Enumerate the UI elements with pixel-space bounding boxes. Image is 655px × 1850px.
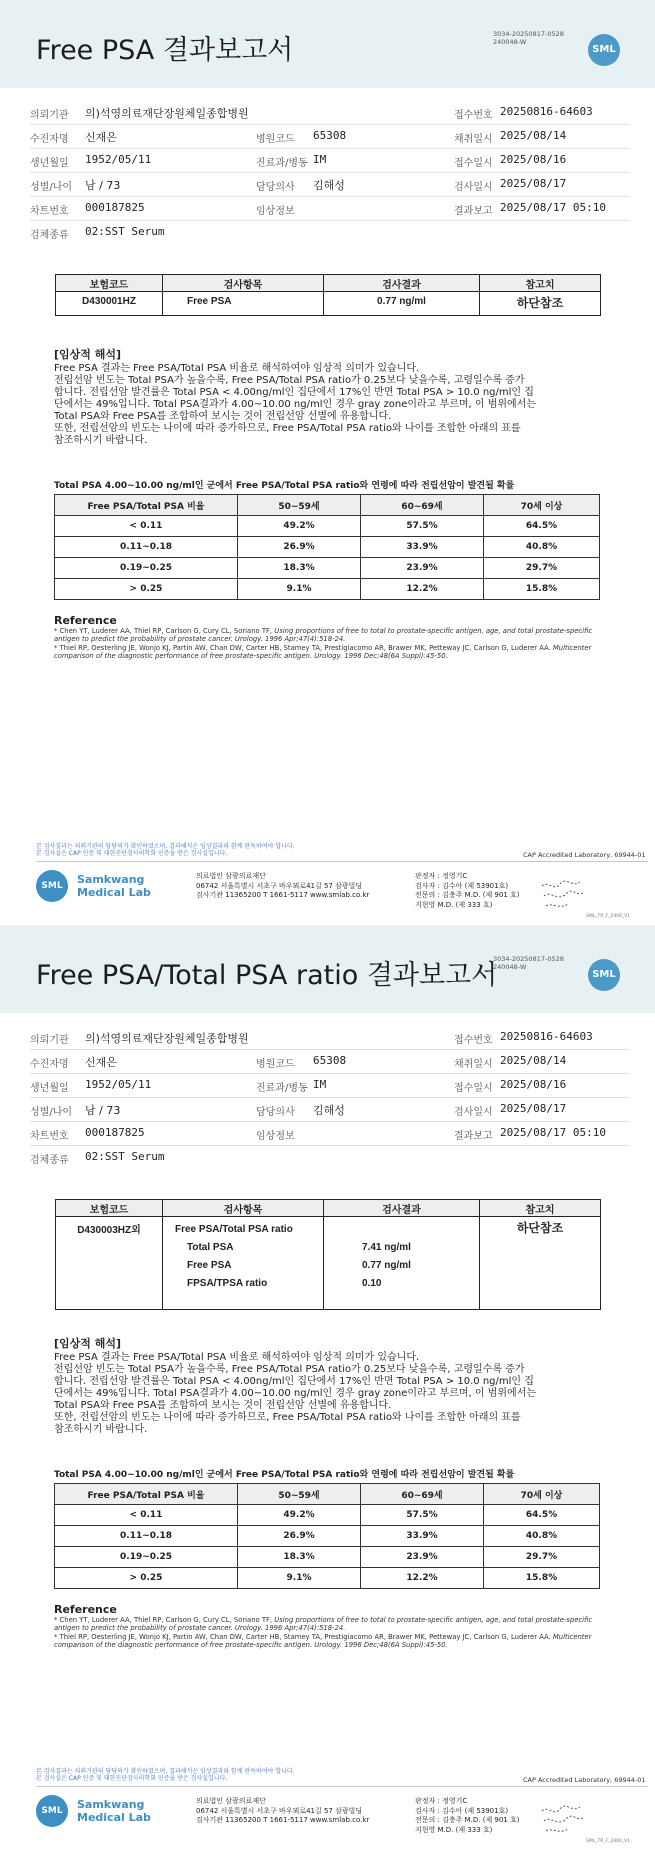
table-row: 0.19~0.25 18.3% 23.9% 29.7% <box>55 558 600 579</box>
ratio-table-title: Total PSA 4.00~10.00 ng/ml인 군에서 Free PSA/Total PSA ratio와 연령에 따라 전립선암이 발견될 확률 <box>54 481 515 491</box>
staff-info: 판정자 : 정영기C 검사자 : 김수아 (제 53901호) 전문의 : 김충주 M.D. (제 901 호) 지현영 M.D. (제 333 호) <box>415 1797 520 1834</box>
signature-icon <box>540 878 586 912</box>
ratio-table: Free PSA/Total PSA 비율 50~59세 60~69세 70세 이상 < 0.11 49.2% 57.5% 64.5% 0.11~0.18 26.9% 33.9% 40.8% 0.19~0.25 18.3% 23.9% 29.7% > 0.25 9.1% 12.2% 15.8% <box>54 494 600 600</box>
sml-logo-icon: SML <box>36 870 68 902</box>
footer-notes: 본 검사결과는 의뢰기관의 담당의가 확인하였으며, 결과해석은 임상결과와 함께 판독하여야 합니다. 본 검사실은 CAP 인증 및 대한진단검사의학회 인증을 받은 검사실입니다. <box>36 843 295 857</box>
info-row: 수진자명 신재은 병원코드 65308 채취일시 2025/08/14 <box>30 125 630 149</box>
result-table: 보험코드 검사항목 검사결과 참고치 D430001HZ Free PSA 0.77 ng/ml 하단참조 <box>55 274 601 316</box>
test-items <box>163 1217 324 1310</box>
table-row: > 0.25 9.1% 12.2% 15.8% <box>55 579 600 600</box>
receipt-value: 20250816-64603 <box>500 105 593 118</box>
institution-info: 의료법인 삼광의료재단 06742 서울특별시 서초구 바우뫼로41길 57 삼광빌딩 검사기관 11365200 T 1661-5117 www.smlab.co.kr <box>196 1797 370 1824</box>
clinical-interpretation: [임상적 해석] Free PSA 결과는 Free PSA/Total PSA 비율로 해석하여야 임상적 의미가 있습니다. 전립선암 빈도는 Total PSA가 높을수록, Free PSA/Total PSA ratio가 0.25보다 낮을수록, 고령일수록 증가 합니다. 전립선암 발견률은 Total PSA < 4.00ng/ml인 집단에서 17%인 반면 Total PSA > 10.0 ng/ml인 집 단에서는 49%입니다. Total PSA결과가 4.00~10.00 ng/ml인 경우 gray zone이라고 부르며, 이 범위에서는 Total PSA와 Free PSA를 조합하여 보시는 것이 전립선암 선별에 유용합니다. 또한, 전립선암의 빈도는 나이에 따라 증가하므로, Free PSA/Total PSA ratio와 나이를 조합한 아래의 표를 참조하시기 바랍니다. <box>54 348 537 446</box>
test-subitem: FPSA/TPSA ratio <box>187 1278 268 1289</box>
cap-accreditation: CAP Accredited Laboratory, 69944-01 <box>523 1776 646 1784</box>
document-id: 3034-20250817-0528 240048-W <box>493 30 564 46</box>
institution-value: 의)석영의료재단장원체일종합병원 <box>85 1032 249 1045</box>
table-row: 0.11~0.18 26.9% 33.9% 40.8% <box>55 537 600 558</box>
info-row: 검체종류 02:SST Serum <box>30 1150 165 1166</box>
reference-section: Reference * Chen YT, Luderer AA, Thiel RP, Carlson G, Cury CL, Soriano TF, Using proportions of free to total to prostate-specific antigen, age, and total prostate-specific antigen to predict the probability of prostate cancer. Urology. 1996 Apr;47(4):518-24. * Thiel RP, Oesterling JE, Wonjo KJ, Partin AW, Chan DW, Carter HB, Stamey TA, Prestigiacomo AR, Brawer MK, Petteway JC, Carlson G, Luderer AA. Multicenter comparison of the diagnostic performance of free prostate-specific antigen. Urology. 1996 Dec;48(6A Suppl):45-50. <box>54 1603 593 1650</box>
form-code: SML_TR_F_2400_V1 <box>586 914 631 919</box>
test-result: 7.41 ng/ml <box>362 1242 411 1253</box>
test-item: Free PSA/Total PSA ratio <box>175 1224 293 1235</box>
table-row: < 0.11 49.2% 57.5% 64.5% <box>55 1505 600 1526</box>
form-code: SML_TR_F_2400_V1 <box>586 1839 631 1844</box>
cap-accreditation: CAP Accredited Laboratory, 69944-01 <box>523 851 646 859</box>
clinical-interpretation: [임상적 해석] Free PSA 결과는 Free PSA/Total PSA 비율로 해석하여야 임상적 의미가 있습니다. 전립선암 빈도는 Total PSA가 높을수록, Free PSA/Total PSA ratio가 0.25보다 낮을수록, 고령일수록 증가 합니다. 전립선암 발견률은 Total PSA < 4.00ng/ml인 집단에서 17%인 반면 Total PSA > 10.0 ng/ml인 집 단에서는 49%입니다. Total PSA결과가 4.00~10.00 ng/ml인 경우 gray zone이라고 부르며, 이 범위에서는 Total PSA와 Free PSA를 조합하여 보시는 것이 전립선암 선별에 유용합니다. 또한, 전립선암의 빈도는 나이에 따라 증가하므로, Free PSA/Total PSA ratio와 나이를 조합한 아래의 표를 참조하시기 바랍니다. <box>54 1337 537 1435</box>
footer-notes: 본 검사결과는 의뢰기관의 담당의가 확인하였으며, 결과해석은 임상결과와 함께 판독하여야 합니다. 본 검사실은 CAP 인증 및 대한진단검사의학회 인증을 받은 검사실입니다. <box>36 1768 295 1782</box>
patient-name: 신재은 <box>85 131 117 144</box>
sml-logo-icon: SML <box>588 959 620 991</box>
table-row: < 0.11 49.2% 57.5% 64.5% <box>55 516 600 537</box>
info-row: 차트번호 000187825 임상정보 결과보고 2025/08/17 05:10 <box>30 1122 630 1146</box>
info-row: 수진자명 신재은 병원코드 65308 채취일시 2025/08/14 <box>30 1050 630 1074</box>
institution-value: 의)석영의료재단장원체일종합병원 <box>85 107 249 120</box>
institution-info: 의료법인 삼광의료재단 06742 서울특별시 서초구 바우뫼로41길 57 삼광빌딩 검사기관 11365200 T 1661-5117 www.smlab.co.kr <box>196 872 370 899</box>
test-item: Free PSA <box>163 292 324 316</box>
ratio-table: Free PSA/Total PSA 비율 50~59세 60~69세 70세 이상 < 0.11 49.2% 57.5% 64.5% 0.11~0.18 26.9% 33.9% 40.8% 0.19~0.25 18.3% 23.9% 29.7% > 0.25 9.1% 12.2% 15.8% <box>54 1483 600 1589</box>
insurance-code: D430001HZ <box>56 292 163 316</box>
table-row: 0.11~0.18 26.9% 33.9% 40.8% <box>55 1526 600 1547</box>
divider <box>36 861 648 862</box>
patient-name: 신재은 <box>85 1056 117 1069</box>
sml-logo-icon: SML <box>588 34 620 66</box>
report-page-psa-ratio <box>0 925 655 1850</box>
info-row: 의뢰기관 의)석영의료재단장원체일종합병원 접수번호 20250816-64603 <box>30 101 630 125</box>
table-row: > 0.25 9.1% 12.2% 15.8% <box>55 1568 600 1589</box>
test-subitem: Total PSA <box>187 1242 234 1253</box>
sml-name: Samkwang Medical Lab <box>77 1798 151 1824</box>
info-row: 의뢰기관 의)석영의료재단장원체일종합병원 접수번호 20250816-64603 <box>30 1026 630 1050</box>
reference-range: 하단참조 <box>480 1217 601 1310</box>
patient-info <box>30 101 630 244</box>
info-row: 성별/나이 남 / 73 담당의사 김해성 검사일시 2025/08/17 <box>30 1098 630 1122</box>
result-table: 보험코드 검사항목 검사결과 참고치 D430003HZ외 Free PSA/Total PSA ratio Total PSA Free PSA FPSA/TPSA ratio 7.41 ng/ml 0.77 ng/ml 0.10 하단참조 <box>55 1199 601 1310</box>
info-row: 생년월일 1952/05/11 진료과/병동 IM 접수일시 2025/08/16 <box>30 1074 630 1098</box>
test-result: 0.77 ng/ml <box>362 1260 411 1271</box>
ratio-table-title: Total PSA 4.00~10.00 ng/ml인 군에서 Free PSA/Total PSA ratio와 연령에 따라 전립선암이 발견될 확률 <box>54 1470 515 1480</box>
info-row: 생년월일 1952/05/11 진료과/병동 IM 접수일시 2025/08/16 <box>30 149 630 173</box>
signature-icon <box>540 1803 586 1837</box>
divider <box>36 1786 648 1787</box>
test-results <box>324 1217 480 1310</box>
table-row: 0.19~0.25 18.3% 23.9% 29.7% <box>55 1547 600 1568</box>
sml-logo-icon: SML <box>36 1795 68 1827</box>
reference-section: Reference * Chen YT, Luderer AA, Thiel RP, Carlson G, Cury CL, Soriano TF, Using proportions of free to total to prostate-specific antigen, age, and total prostate-specific antigen to predict the probability of prostate cancer. Urology. 1996 Apr;47(4):518-24. * Thiel RP, Oesterling JE, Wonjo KJ, Partin AW, Chan DW, Carter HB, Stamey TA, Prestigiacomo AR, Brawer MK, Petteway JC, Carlson G, Luderer AA. Multicenter comparison of the diagnostic performance of free prostate-specific antigen. Urology. 1996 Dec;48(6A Suppl):45-50. <box>54 614 593 661</box>
document-id: 3034-20250817-0528 240048-W <box>493 955 564 971</box>
patient-info <box>30 1026 630 1169</box>
info-row: 차트번호 000187825 임상정보 결과보고 2025/08/17 05:10 <box>30 197 630 221</box>
page-title: Free PSA 결과보고서 <box>36 35 294 66</box>
page-title: Free PSA/Total PSA ratio 결과보고서 <box>36 960 498 991</box>
sml-name: Samkwang Medical Lab <box>77 873 151 899</box>
info-row: 검체종류 02:SST Serum <box>30 225 165 241</box>
receipt-value: 20250816-64603 <box>500 1030 593 1043</box>
test-result: 0.10 <box>362 1278 382 1289</box>
reference-range: 하단참조 <box>480 292 601 316</box>
test-result: 0.77 ng/ml <box>324 292 480 316</box>
test-subitem: Free PSA <box>187 1260 232 1271</box>
staff-info: 판정자 : 정영기C 검사자 : 김수아 (제 53901호) 전문의 : 김충주 M.D. (제 901 호) 지현영 M.D. (제 333 호) <box>415 872 520 909</box>
info-row: 성별/나이 남 / 73 담당의사 김해성 검사일시 2025/08/17 <box>30 173 630 197</box>
insurance-code: D430003HZ외 <box>56 1217 163 1310</box>
